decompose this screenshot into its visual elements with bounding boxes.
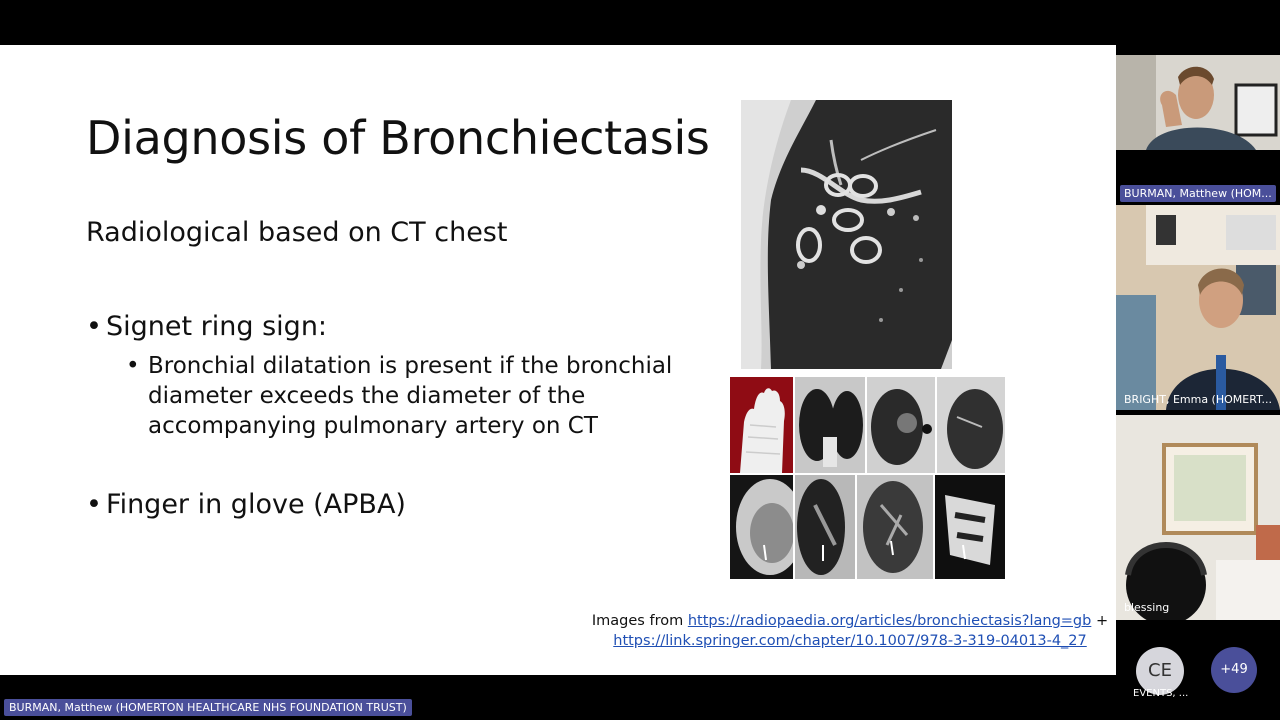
slide-title: Diagnosis of Bronchiectasis	[86, 111, 710, 165]
finger-in-glove-photo	[730, 377, 793, 473]
ct-signet-ring-image	[741, 100, 952, 369]
ct-thumb-2	[867, 377, 935, 473]
ct-image-grid	[730, 377, 1005, 579]
ct-thumb-5	[795, 475, 855, 579]
sub-bullet-dot: •	[126, 353, 140, 379]
bullet-dot: •	[86, 311, 102, 342]
bullet-text: Signet ring sign:	[106, 311, 328, 342]
participant-name: blessing	[1124, 601, 1170, 614]
slide-subtitle: Radiological based on CT chest	[86, 217, 508, 248]
ct-thumb-3	[937, 377, 1005, 473]
participant-video-bright	[1116, 205, 1280, 410]
participant-tile-blessing[interactable]	[1116, 415, 1280, 620]
bullet-signet-ring	[86, 311, 327, 342]
participant-tile-bright[interactable]	[1116, 205, 1280, 410]
credit-link-springer[interactable]: https://link.springer.com/chapter/10.1007/978-3-319-04013-4_27	[613, 633, 1087, 649]
presenter-name-label: BURMAN, Matthew (HOMERTON HEALTHCARE NHS FOUNDATION TRUST)	[4, 699, 412, 716]
ct-thumb-1	[795, 377, 865, 473]
bullet-text: Finger in glove (APBA)	[106, 489, 406, 520]
bullet-finger-in-glove	[86, 489, 406, 520]
ct-thumb-7	[935, 475, 1005, 579]
presentation-slide	[0, 45, 1116, 675]
credit-prefix: Images from	[591, 613, 688, 629]
participant-name: BRIGHT, Emma (HOMERT...	[1124, 393, 1272, 406]
sub-bullet-text: Bronchial dilatation is present if the bronchial diameter exceeds the diameter of the accompanying pulmonary artery on CT	[148, 353, 673, 439]
avatar[interactable]: CE	[1136, 647, 1184, 695]
ct-thumb-6	[857, 475, 933, 579]
credit-joiner: +	[1091, 613, 1109, 629]
participant-video-blessing	[1116, 415, 1280, 620]
participant-video-burman	[1116, 55, 1280, 205]
credit-link-radiopaedia[interactable]: https://radiopaedia.org/articles/bronchiectasis?lang=gb	[687, 613, 1092, 629]
participant-name: BURMAN, Matthew (HOM...	[1120, 185, 1276, 202]
avatar-name: EVENTS, ...	[1133, 688, 1189, 699]
image-credit	[560, 611, 1140, 651]
more-participants-button[interactable]: +49	[1211, 647, 1257, 693]
participant-tile-burman[interactable]	[1116, 55, 1280, 205]
ct-thumb-4	[730, 475, 793, 579]
bullet-dot: •	[86, 489, 102, 520]
